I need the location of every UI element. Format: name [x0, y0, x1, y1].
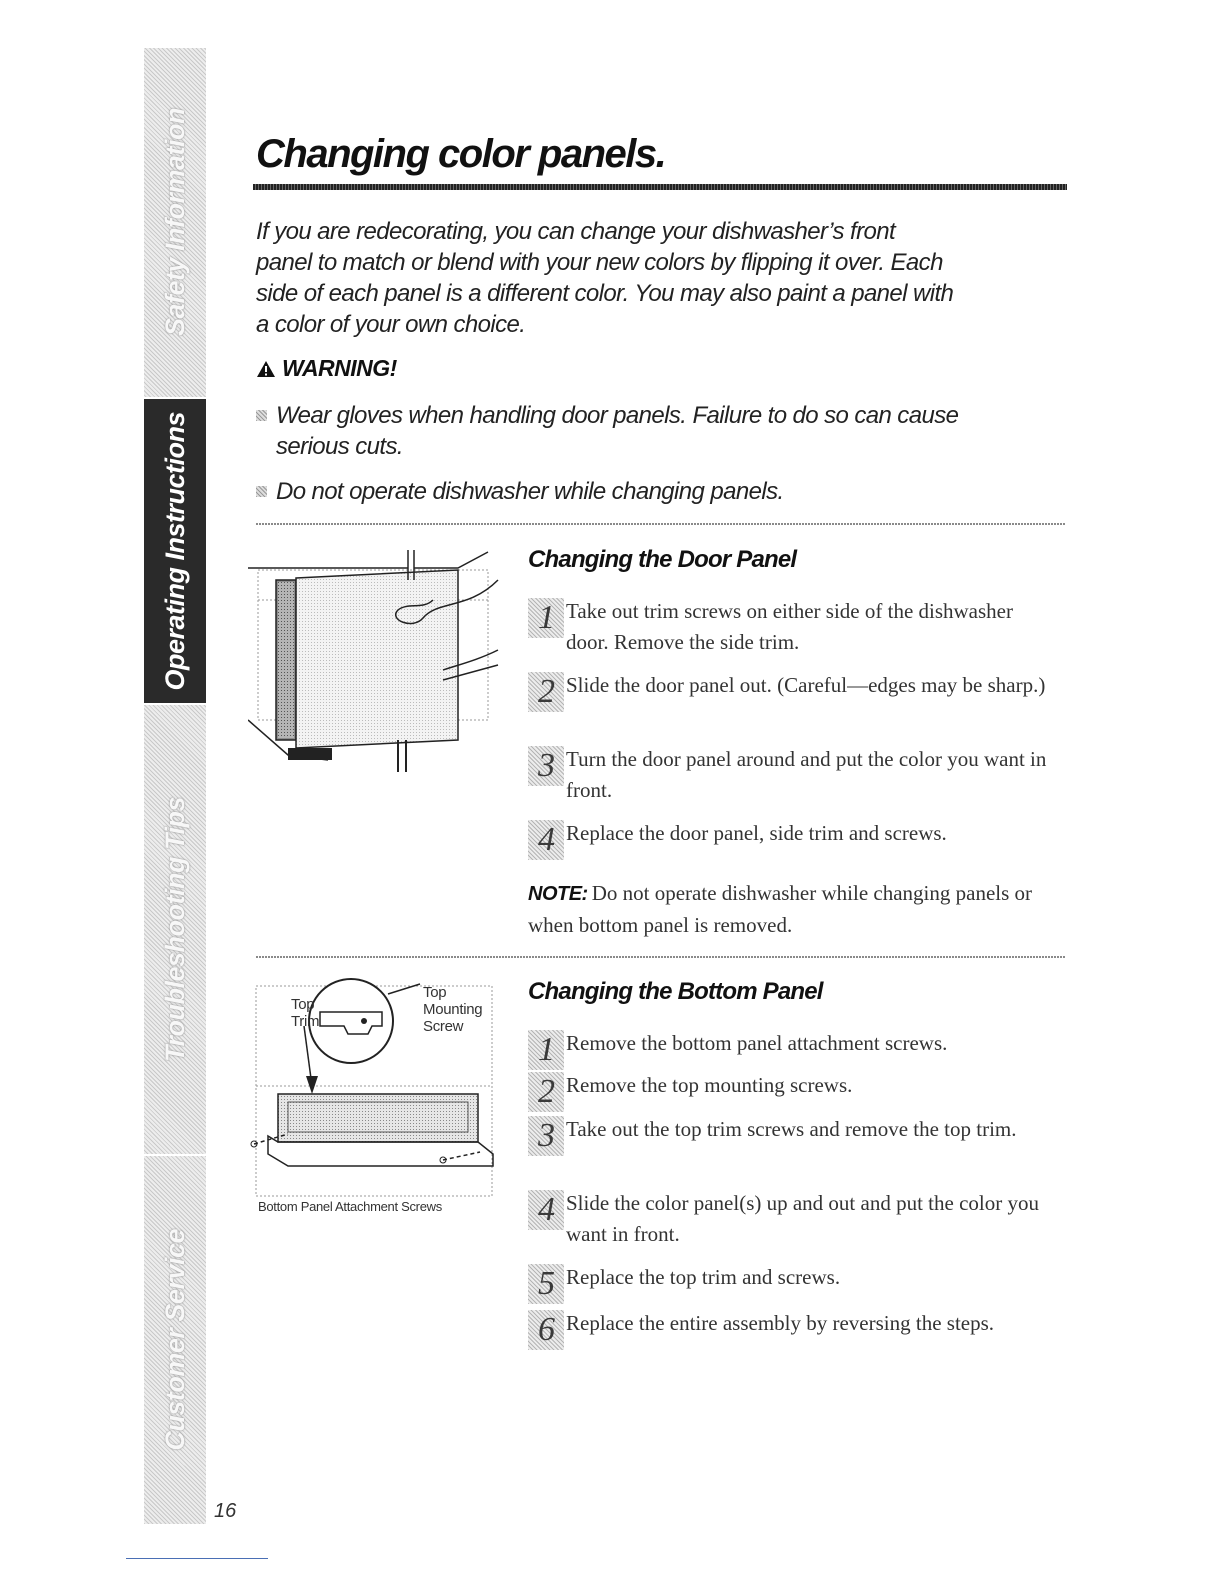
bottom-step-6	[528, 1308, 1048, 1348]
bullet-square-icon	[256, 410, 267, 421]
bottom-step-3	[528, 1114, 1048, 1154]
step-number-badge: 4	[528, 1190, 564, 1230]
step-text: Remove the top mounting screws.	[566, 1073, 853, 1097]
page-number: 16	[214, 1500, 237, 1522]
title-rule	[253, 184, 1067, 190]
list-item	[256, 476, 976, 507]
tab-label: Customer Service	[159, 1228, 190, 1451]
section-tab-strip	[144, 48, 206, 1524]
bottom-step-4	[528, 1188, 1048, 1250]
step-text: Take out trim screws on either side of the dishwasher door. Remove the side trim.	[566, 599, 1013, 654]
list-item	[256, 400, 976, 462]
door-step-2	[528, 670, 1048, 710]
footer-rule	[126, 1558, 268, 1559]
page-title: Changing color panels.	[256, 132, 666, 176]
step-number-badge: 5	[528, 1264, 564, 1304]
door-step-4	[528, 818, 1048, 858]
tab-safety-information[interactable]	[144, 48, 206, 399]
bottom-step-2	[528, 1070, 1048, 1110]
step-text: Take out the top trim screws and remove the top trim.	[566, 1117, 1017, 1141]
step-number-badge: 3	[528, 1116, 564, 1156]
bottom-step-5	[528, 1262, 1048, 1302]
step-number-badge: 4	[528, 820, 564, 860]
step-text: Slide the color panel(s) up and out and put the color you want in front.	[566, 1191, 1039, 1246]
warning-bullet-list	[256, 400, 976, 521]
attachment-screws-callout: Bottom Panel Attachment Screws	[258, 1199, 442, 1214]
bullet-text: Do not operate dishwasher while changing panels.	[276, 478, 784, 505]
top-trim-callout: Top Trim	[291, 996, 320, 1030]
step-text: Replace the entire assembly by reversing the steps.	[566, 1311, 995, 1335]
door-panel-heading: Changing the Door Panel	[528, 546, 797, 573]
bottom-step-1	[528, 1028, 1048, 1068]
tab-label: Operating Instructions	[159, 411, 190, 691]
step-number-badge: 2	[528, 672, 564, 712]
tab-label: Troubleshooting Tips	[159, 796, 190, 1062]
intro-paragraph: If you are redecorating, you can change your dishwasher’s front panel to match or blend with your new colors by flipping it over. Each side of each panel is a different color. You may also paint a panel with a color of your own choice.	[256, 218, 954, 338]
step-text: Remove the bottom panel attachment screws.	[566, 1031, 948, 1055]
door-step-1	[528, 596, 1048, 658]
note-label: NOTE:	[528, 883, 588, 905]
step-number-badge: 3	[528, 746, 564, 786]
door-step-3	[528, 744, 1048, 806]
warning-triangle-icon	[256, 360, 276, 378]
note-text: Do not operate dishwasher while changing panels or when bottom panel is removed.	[528, 881, 1033, 937]
bottom-panel-heading: Changing the Bottom Panel	[528, 978, 823, 1005]
bullet-square-icon	[256, 486, 267, 497]
section-divider	[256, 956, 1066, 958]
tab-label: Safety Information	[159, 108, 190, 337]
section-divider	[256, 523, 1066, 525]
tab-customer-service[interactable]	[144, 1156, 206, 1525]
door-panel-illustration	[248, 540, 503, 775]
door-panel-note	[528, 878, 1058, 941]
step-number-badge: 1	[528, 1030, 564, 1070]
top-mounting-screw-callout: Top Mounting Screw	[423, 984, 483, 1035]
step-text: Replace the door panel, side trim and screws.	[566, 821, 947, 845]
bullet-text: Wear gloves when handling door panels. Failure to do so can cause serious cuts.	[276, 402, 959, 460]
step-text: Replace the top trim and screws.	[566, 1265, 841, 1289]
warning-label: WARNING!	[282, 355, 397, 381]
step-number-badge: 6	[528, 1310, 564, 1350]
step-number-badge: 1	[528, 598, 564, 638]
tab-troubleshooting-tips[interactable]	[144, 705, 206, 1155]
step-text: Slide the door panel out. (Careful—edges may be sharp.)	[566, 673, 1046, 697]
warning-heading	[256, 355, 397, 382]
tab-operating-instructions[interactable]	[144, 399, 206, 706]
step-number-badge: 2	[528, 1072, 564, 1112]
step-text: Turn the door panel around and put the color you want in front.	[566, 747, 1047, 802]
